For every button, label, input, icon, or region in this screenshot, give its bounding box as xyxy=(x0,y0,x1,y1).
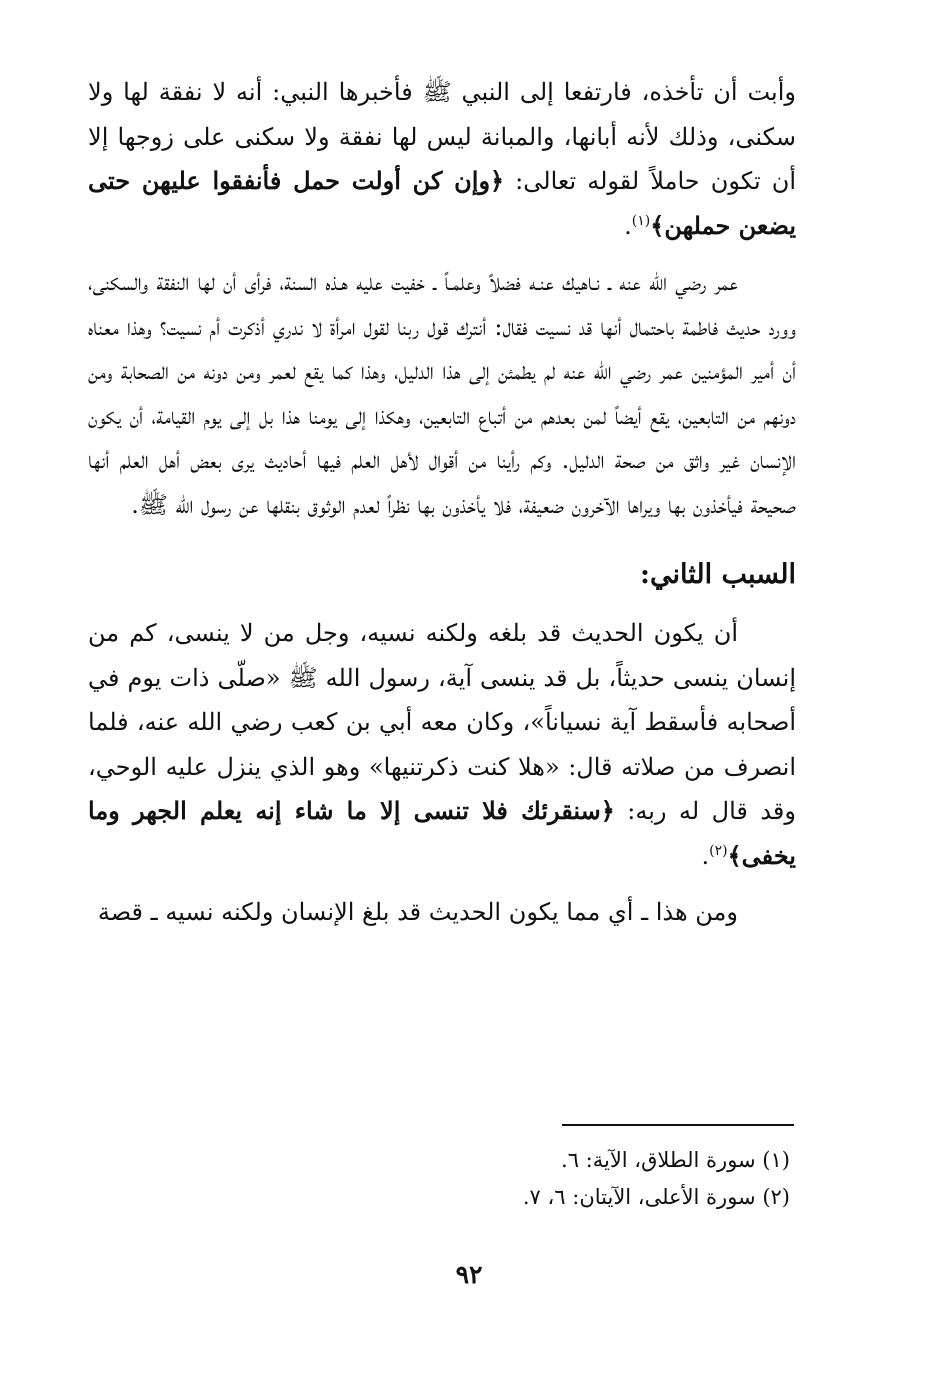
quran-verse-1: ﴿وإن كن أولت حمل فأنفقوا عليهن حتى يضعن حملهن﴾ xyxy=(88,166,796,240)
paragraph-3-text: أن يكون الحديث قد بلغه ولكنه نسيه، وجل من لا ينسى، كم من إنسان ينسى حديثاً، بل قد ينسى آية، رسول الله ﷺ «صلّى ذات يوم في أصحابه فأسقط آية نسياناً»، وكان معه أبي بن كعب رضي الله عنه، فلما انصرف من صلاته قال: «هلا كنت ذكرتنيها» وهو الذي ينزل عليه الوحي، وقد قال له ربه: xyxy=(88,619,796,825)
footnote-1: (١) سورة الطلاق، الآية: ٦. xyxy=(561,1148,790,1172)
footnote-2: (٢) سورة الأعلى، الآيتان: ٦، ٧. xyxy=(522,1185,790,1209)
footnotes xyxy=(190,1142,790,1216)
footnote-ref-1: (١) xyxy=(631,212,651,229)
page-number: ٩٢ xyxy=(455,1260,483,1289)
footnote-divider xyxy=(562,1124,794,1126)
paragraph-2: عمر رضي الله عنه ـ نـاهيك عنـه فضلاً وعلمـاً ـ خفيت عليه هـذه السنة، فرأى أن لها النفقة والسكنى، وورد حديث فاطمة باحتمال أنها قد نسيت فقال: أنترك قول ربنا لقول امرأة لا ندري أذكرت أم نسيت؟ وهذا معناه أن أمير المؤمنين عمر رضي الله عنه لم يطمئن إلى هذا الدليل، وهذا كما يقع لعمر ومن دونه من الصحابة ومن دونهم من التابعين، يقع أيضاً لمن بعدهم من أتباع التابعين، وهكذا إلى يومنا هذا بل إلى يوم القيامة، أن يكون الإنسان غير واثق من صحة الدليل. وكم رأينا من أقوال لأهل العلم فيها أحاديث يرى بعض أهل العلم أنها صحيحة فيأخذون بها ويراها الآخرون ضعيفة، فلا يأخذون بها نظراً لعدم الوثوق بنقلها عن رسول الله ﷺ. xyxy=(88,268,796,519)
footnote-ref-2: (٢) xyxy=(709,842,728,859)
quran-verse-2: ﴿سنقرئك فلا تنسى إلا ما شاء إنه يعلم الجهر وما يخفى﴾ xyxy=(88,796,796,870)
paragraph-3-end: . xyxy=(701,841,710,870)
paragraph-1 xyxy=(88,70,796,248)
paragraph-3 xyxy=(88,611,796,878)
paragraph-1-text: وأبت أن تأخذه، فارتفعا إلى النبي ﷺ فأخبرها النبي: أنه لا نفقة لها ولا سكنى، وذلك لأنه أبانها، والمبانة ليس لها نفقة ولا سكنى على زوجها إلا أن تكون حاملاً لقوله تعالى: xyxy=(88,78,796,195)
paragraph-4: ومن هذا ـ أي مما يكون الحديث قد بلغ الإنسان ولكنه نسيه ـ قصة xyxy=(97,898,738,926)
page-body xyxy=(88,70,796,935)
section-heading: السبب الثاني: xyxy=(640,559,796,590)
paragraph-1-end: . xyxy=(624,211,632,240)
